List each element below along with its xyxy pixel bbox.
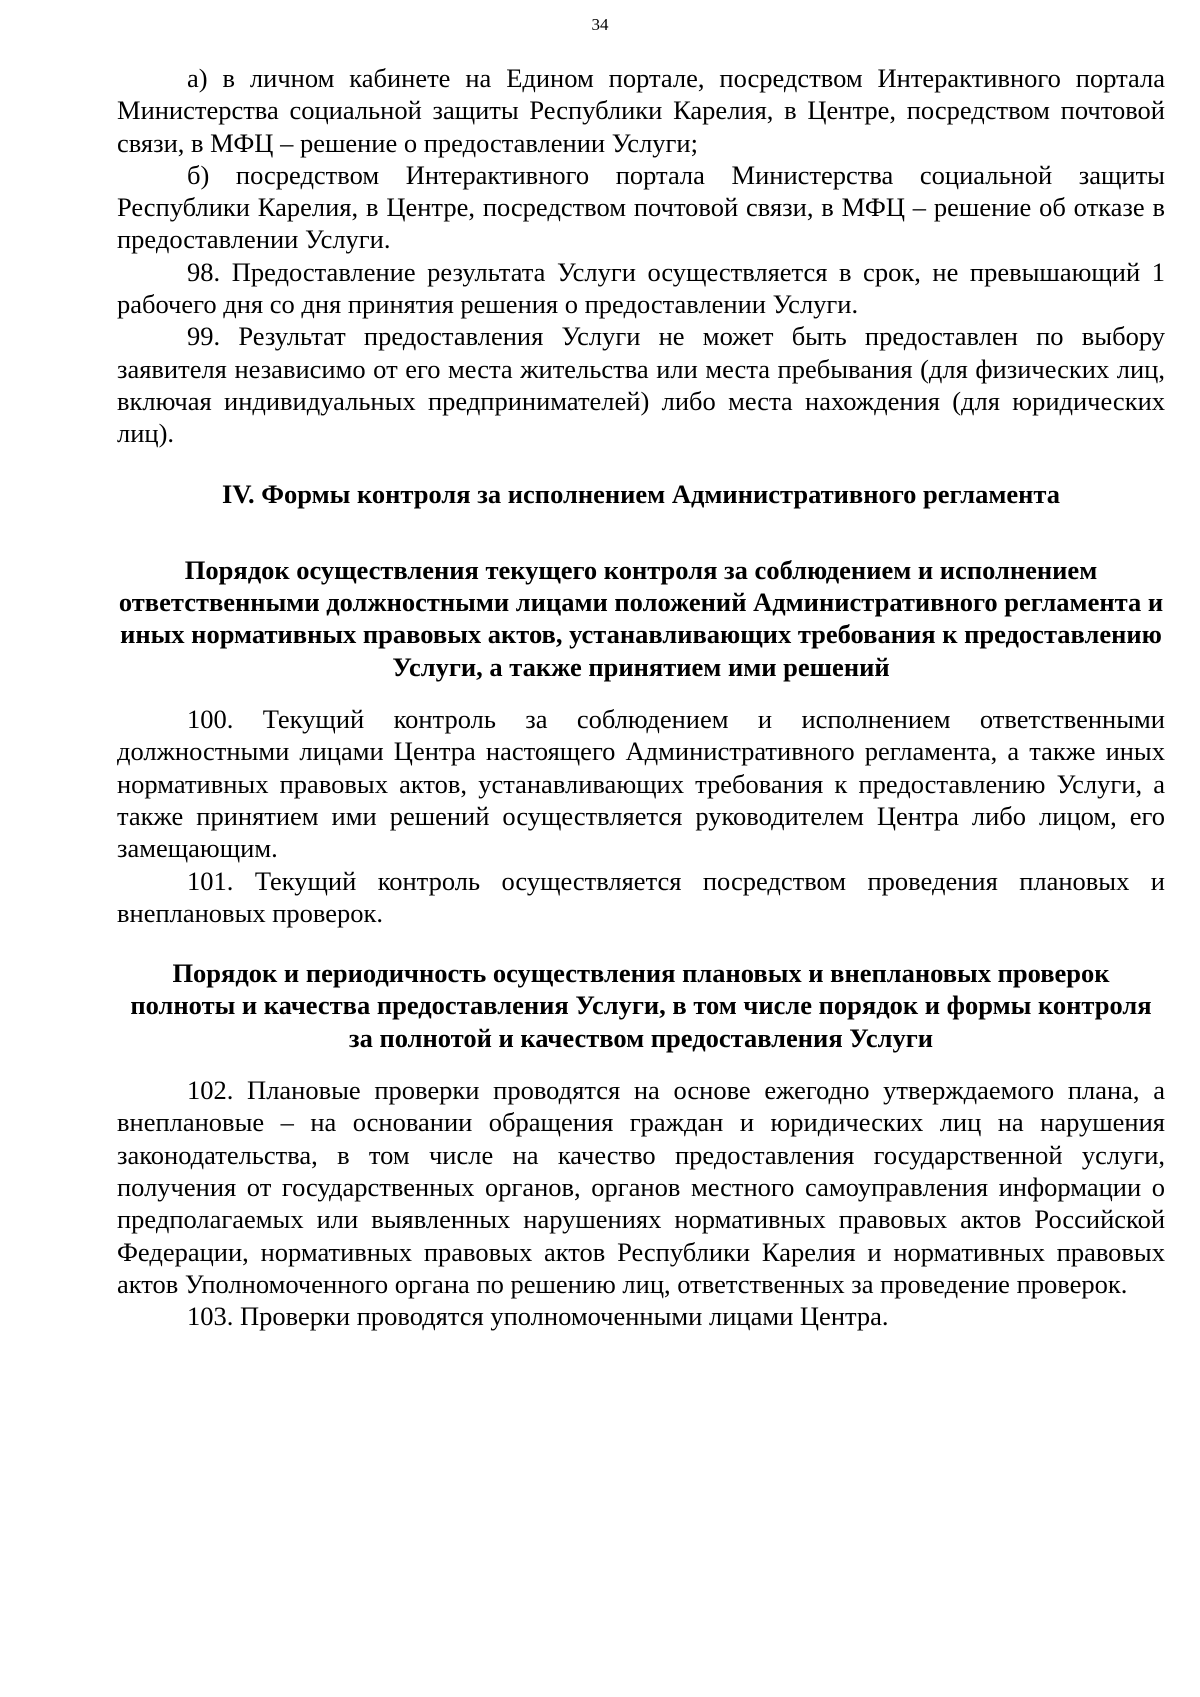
paragraph-103: 103. Проверки проводятся уполномоченными лицами Центра. <box>187 1301 889 1332</box>
section-heading-current-control: Порядок осуществления текущего контроля за соблюдением и исполнением ответственными должностными лицами положений Административного регламента и иных нормативных правовых актов, устанавливающих требования к предоставлению Услуги, а также принятием ими решений <box>118 554 1164 682</box>
paragraph-a: а) в личном кабинете на Едином портале, посредством Интерактивного портала Министерства социальной защиты Республики Карелия, в Центре, посредством почтовой связи, в МФЦ – решение о предоставлении Услуги; <box>117 63 1165 158</box>
document-body <box>117 62 1165 1332</box>
part-heading: IV. Формы контроля за исполнением Административного регламента <box>222 478 1060 509</box>
paragraph-101: 101. Текущий контроль осуществляется посредством проведения плановых и внеплановых проверок. <box>117 865 1165 928</box>
paragraph-102: 102. Плановые проверки проводятся на основе ежегодно утверждаемого плана, а внеплановые – на основании обращения граждан и юридических лиц на нарушения законодательства, в том числе на качество предоставления государственной услуги, получения от государственных органов, органов местного самоуправления информации о предполагаемых или выявленных нарушениях нормативных правовых актов Российской Федерации, нормативных правовых актов Республики Карелия и нормативных правовых актов Уполномоченного органа по решению лиц, ответственных за проведение проверок. <box>117 1075 1165 1299</box>
paragraph-100: 100. Текущий контроль за соблюдением и исполнением ответственными должностными лицами Центра настоящего Административного регламента, а также иных нормативных правовых актов, устанавливающих требования к предоставлению Услуги, а также принятием ими решений осуществляется руководителем Центра либо лицом, его замещающим. <box>117 704 1165 864</box>
paragraph-98: 98. Предоставление результата Услуги осуществляется в срок, не превышающий 1 рабочего дня со дня принятия решения о предоставлении Услуги. <box>117 256 1165 320</box>
section-heading-inspections: Порядок и периодичность осуществления плановых и внеплановых проверок полноты и качества предоставления Услуги, в том числе порядок и формы контроля за полнотой и качеством предоставления Услуги <box>130 958 1152 1053</box>
page-number: 34 <box>591 15 609 34</box>
paragraph-b: б) посредством Интерактивного портала Министерства социальной защиты Республики Карелия, в Центре, посредством почтовой связи, в МФЦ – решение об отказе в предоставлении Услуги. <box>117 159 1165 255</box>
paragraph-99: 99. Результат предоставления Услуги не может быть предоставлен по выбору заявителя независимо от его места жительства или места пребывания (для физических лиц, включая индивидуальных предпринимателей) либо места нахождения (для юридических лиц). <box>117 321 1165 449</box>
